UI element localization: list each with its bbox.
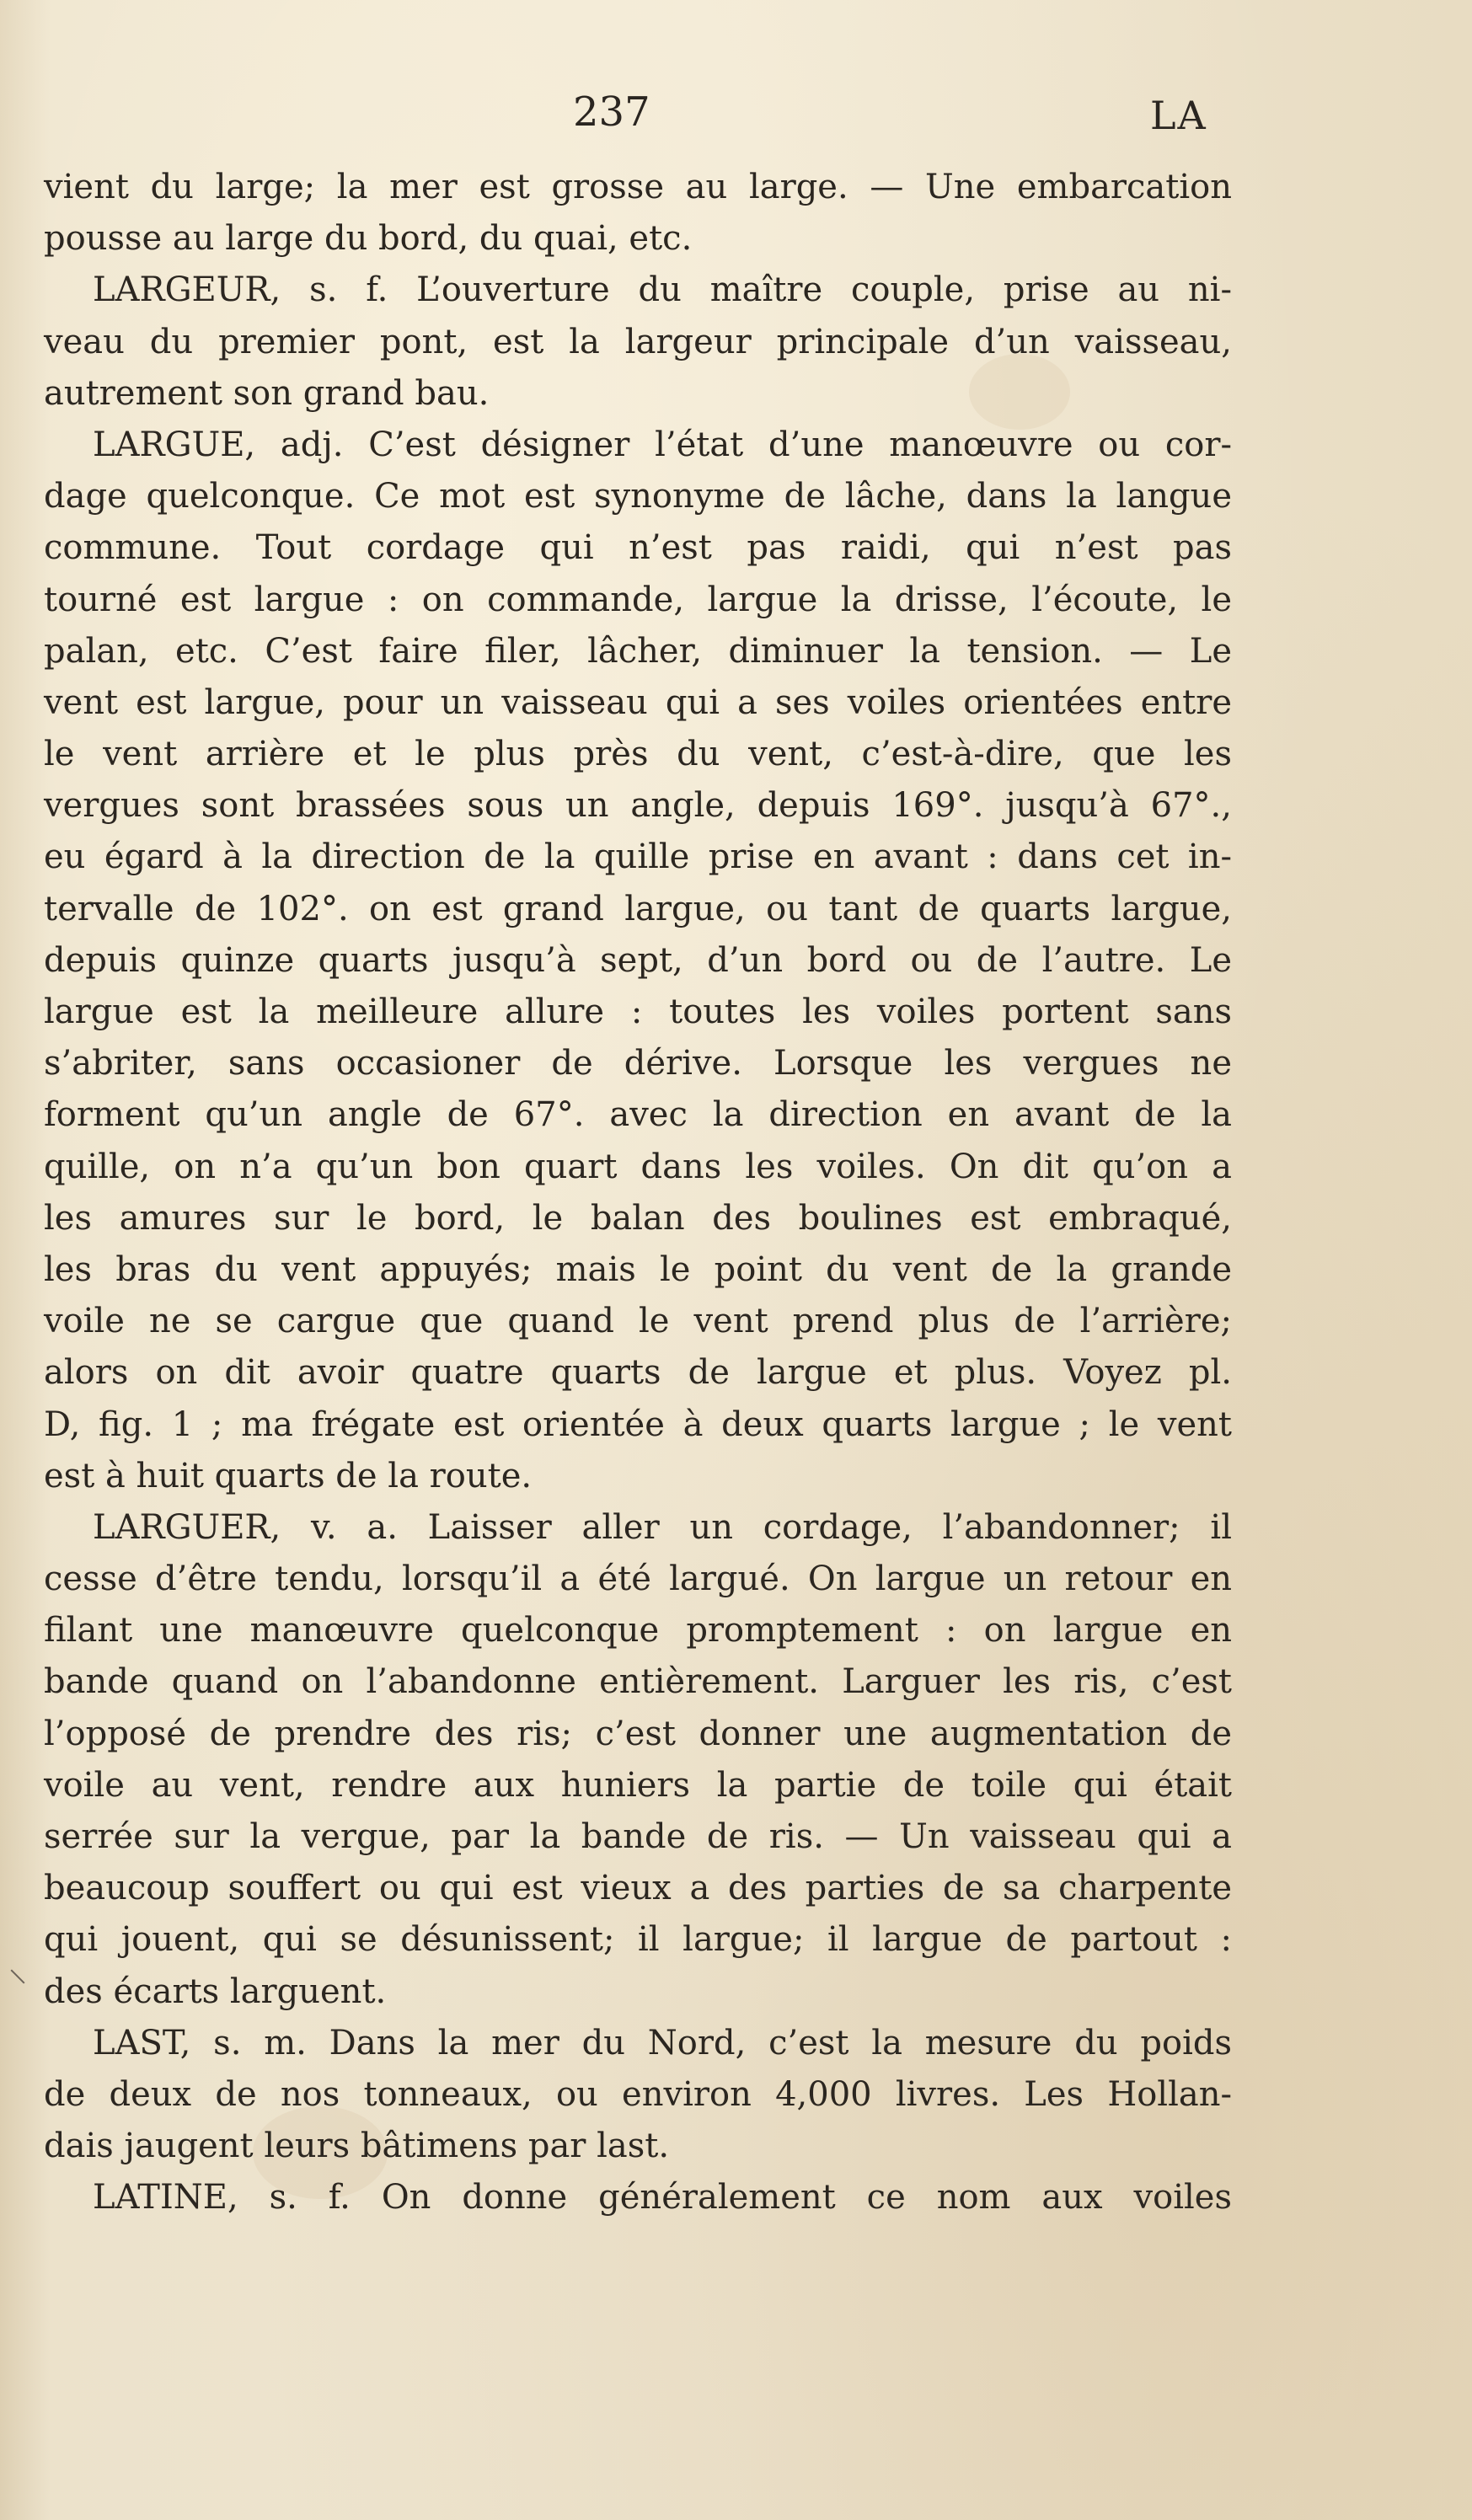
running-head: LA [1150,93,1207,138]
text-line: serrée sur la vergue, par la bande de ris. — Un vaisseau qui a [44,1817,1232,1856]
text-line: veau du premier pont, est la largeur principale d’un vaisseau, [44,322,1232,361]
text-line: tourné est largue : on commande, largue la drisse, l’écoute, le [44,580,1232,619]
text-line: filant une manœuvre quelconque promptement : on largue en [44,1611,1232,1651]
text-line: alors on dit avoir quatre quarts de largue et plus. Voyez pl. [44,1353,1232,1393]
text-line: D, fig. 1 ; ma frégate est orientée à deux quarts largue ; le vent [44,1404,1232,1444]
text-line: commune. Tout cordage qui n’est pas raidi, qui n’est pas [44,528,1232,568]
text-line: les bras du vent appuyés; mais le point du vent de la grande [44,1249,1232,1289]
text-line: palan, etc. C’est faire filer, lâcher, diminuer la tension. — Le [44,631,1232,671]
text-line: eu égard à la direction de la quille prise en avant : dans cet in- [44,837,1232,877]
text-line: quille, on n’a qu’un bon quart dans les voiles. On dit qu’on a [44,1147,1232,1186]
text-line: cesse d’être tendu, lorsqu’il a été largué. On largue un retour en [44,1560,1232,1599]
entry-largue: LARGUE, adj. C’est désigner l’état d’une manœuvre ou cor- [93,425,1232,464]
text-line: dais jaugent leurs bâtimens par last. [44,2127,670,2166]
text-line: depuis quinze quarts jusqu’à sept, d’un bord ou de l’autre. Le [44,940,1232,980]
text-line: s’abriter, sans occasioner de dérive. Lorsque les vergues ne [44,1044,1232,1083]
text-line: est à huit quarts de la route. [44,1456,533,1495]
text-line: bande quand on l’abandonne entièrement. Larguer les ris, c’est [44,1662,1232,1702]
text-line: autrement son grand bau. [44,373,490,413]
text-line: forment qu’un angle de 67°. avec la direction en avant de la [44,1095,1232,1135]
text-line: voile au vent, rendre aux huniers la partie de toile qui était [44,1765,1232,1805]
entry-largeur: LARGEUR, s. f. L’ouverture du maître couple, prise au ni- [93,270,1232,310]
text-line: pousse au large du bord, du quai, etc. [44,219,693,259]
text-line: voile ne se cargue que quand le vent prend plus de l’arrière; [44,1302,1232,1341]
text-line: des écarts larguent. [44,1972,387,2011]
text-line: vergues sont brassées sous un angle, depuis 169°. jusqu’à 67°., [44,786,1232,826]
page-number: 237 [573,88,650,136]
margin-mark [11,1970,25,1984]
text-line: beaucoup souffert ou qui est vieux a des parties de sa charpente [44,1869,1232,1908]
text-line: qui jouent, qui se désunissent; il largue; il largue de partout : [44,1920,1232,1960]
text-line: de deux de nos tonneaux, ou environ 4,000 livres. Les Hollan- [44,2074,1232,2114]
text-line: vent est largue, pour un vaisseau qui a ses voiles orientées entre [44,682,1232,722]
entry-latine: LATINE, s. f. On donne généralement ce nom aux voiles [93,2178,1232,2218]
text-line: dage quelconque. Ce mot est synonyme de lâche, dans la langue [44,477,1232,516]
body-text [44,162,1232,2224]
text-line: vient du large; la mer est grosse au large. — Une embarcation [44,168,1232,206]
text-line: largue est la meilleure allure : toutes les voiles portent sans [44,992,1232,1031]
entry-last: LAST, s. m. Dans la mer du Nord, c’est la mesure du poids [93,2023,1232,2063]
text-line: l’opposé de prendre des ris; c’est donner une augmentation de [44,1714,1232,1753]
text-line: tervalle de 102°. on est grand largue, ou tant de quarts largue, [44,889,1232,928]
text-line: le vent arrière et le plus près du vent, c’est-à-dire, que les [44,735,1232,774]
text-line: les amures sur le bord, le balan des boulines est embraqué, [44,1198,1232,1238]
entry-larguer: LARGUER, v. a. Laisser aller un cordage, l’abandonner; il [93,1507,1232,1547]
